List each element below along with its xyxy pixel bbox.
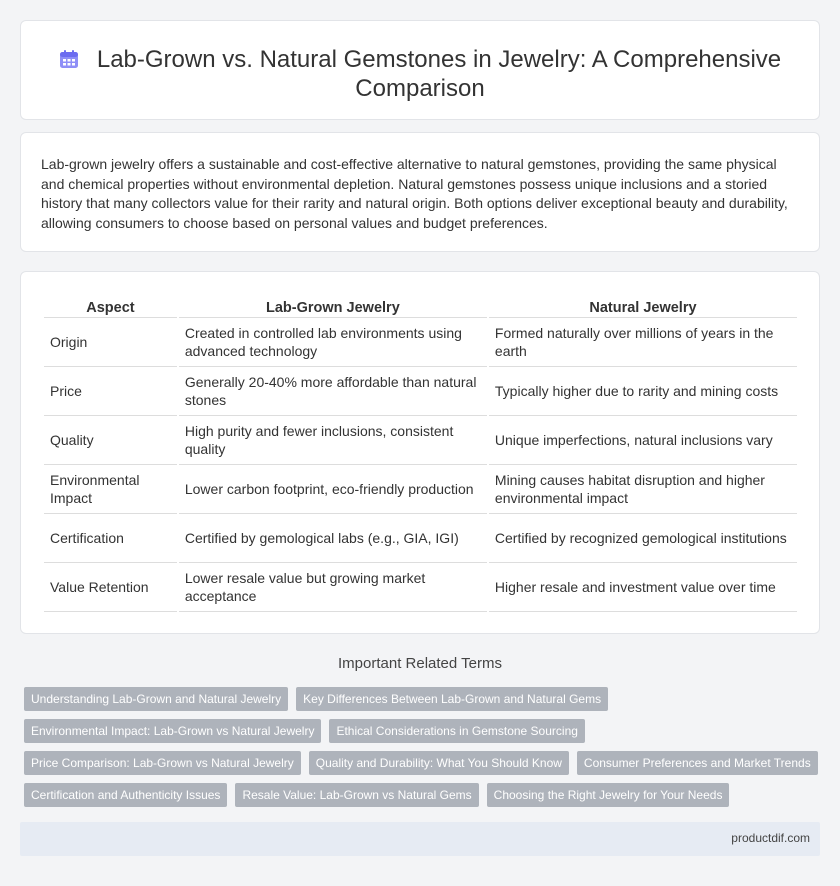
footer-site-name: productdif.com <box>731 831 810 845</box>
natural-cell: Mining causes habitat disruption and higher environmental impact <box>489 465 797 514</box>
aspect-cell: Origin <box>44 318 177 367</box>
natural-cell: Typically higher due to rarity and mining costs <box>489 367 797 416</box>
table-header-row <box>44 296 797 318</box>
related-term-link[interactable]: Resale Value: Lab-Grown vs Natural Gems <box>235 783 478 807</box>
related-term-link[interactable]: Understanding Lab-Grown and Natural Jewelry <box>24 687 288 711</box>
aspect-cell: Certification <box>44 514 177 563</box>
aspect-cell: Price <box>44 367 177 416</box>
page-title: Lab-Grown vs. Natural Gemstones in Jewelry: A Comprehensive Comparison <box>96 46 782 102</box>
related-term-link[interactable]: Choosing the Right Jewelry for Your Needs <box>487 783 730 807</box>
tag-row <box>24 783 820 807</box>
related-term-link[interactable]: Ethical Considerations in Gemstone Sourcing <box>329 719 584 743</box>
aspect-cell: Environmental Impact <box>44 465 177 514</box>
calendar-icon <box>59 49 79 69</box>
natural-cell: Higher resale and investment value over time <box>489 563 797 612</box>
related-term-link[interactable]: Key Differences Between Lab-Grown and Natural Gems <box>296 687 608 711</box>
related-term-link[interactable]: Consumer Preferences and Market Trends <box>577 751 818 775</box>
aspect-cell: Quality <box>44 416 177 465</box>
related-term-link[interactable]: Price Comparison: Lab-Grown vs Natural Jewelry <box>24 751 301 775</box>
comparison-table <box>42 296 799 612</box>
lab-grown-cell: Lower resale value but growing market acceptance <box>179 563 487 612</box>
tag-row <box>24 687 820 711</box>
lab-grown-cell: Generally 20-40% more affordable than natural stones <box>179 367 487 416</box>
header-natural: Natural Jewelry <box>489 296 797 318</box>
natural-cell: Unique imperfections, natural inclusions vary <box>489 416 797 465</box>
table-row <box>44 465 797 514</box>
table-row <box>44 367 797 416</box>
related-term-link[interactable]: Quality and Durability: What You Should Know <box>309 751 569 775</box>
intro-card <box>20 132 820 252</box>
header-aspect: Aspect <box>44 296 177 318</box>
table-row <box>44 318 797 367</box>
related-term-link[interactable]: Environmental Impact: Lab-Grown vs Natural Jewelry <box>24 719 321 743</box>
related-terms-list <box>24 687 820 815</box>
lab-grown-cell: High purity and fewer inclusions, consistent quality <box>179 416 487 465</box>
header-lab-grown: Lab-Grown Jewelry <box>179 296 487 318</box>
tag-row <box>24 751 820 775</box>
natural-cell: Formed naturally over millions of years in the earth <box>489 318 797 367</box>
header-card <box>20 20 820 120</box>
lab-grown-cell: Certified by gemological labs (e.g., GIA, IGI) <box>179 514 487 563</box>
table-row <box>44 514 797 563</box>
lab-grown-cell: Created in controlled lab environments using advanced technology <box>179 318 487 367</box>
page-title-wrap <box>21 45 819 103</box>
intro-paragraph: Lab-grown jewelry offers a sustainable and cost-effective alternative to natural gemstones, providing the same physical and chemical properties without environmental depletion. Natural gemstones possess unique inclusions and a storied history that many collectors value for their rarity and natural origin. Both options deliver exceptional beauty and durability, allowing consumers to choose based on personal values and budget preferences. <box>41 156 788 231</box>
aspect-cell: Value Retention <box>44 563 177 612</box>
lab-grown-cell: Lower carbon footprint, eco-friendly production <box>179 465 487 514</box>
related-terms-heading: Important Related Terms <box>338 655 502 672</box>
table-row <box>44 563 797 612</box>
footer-bar <box>20 822 820 856</box>
table-row <box>44 416 797 465</box>
related-term-link[interactable]: Certification and Authenticity Issues <box>24 783 227 807</box>
natural-cell: Certified by recognized gemological institutions <box>489 514 797 563</box>
comparison-card <box>20 271 820 634</box>
tag-row <box>24 719 820 743</box>
